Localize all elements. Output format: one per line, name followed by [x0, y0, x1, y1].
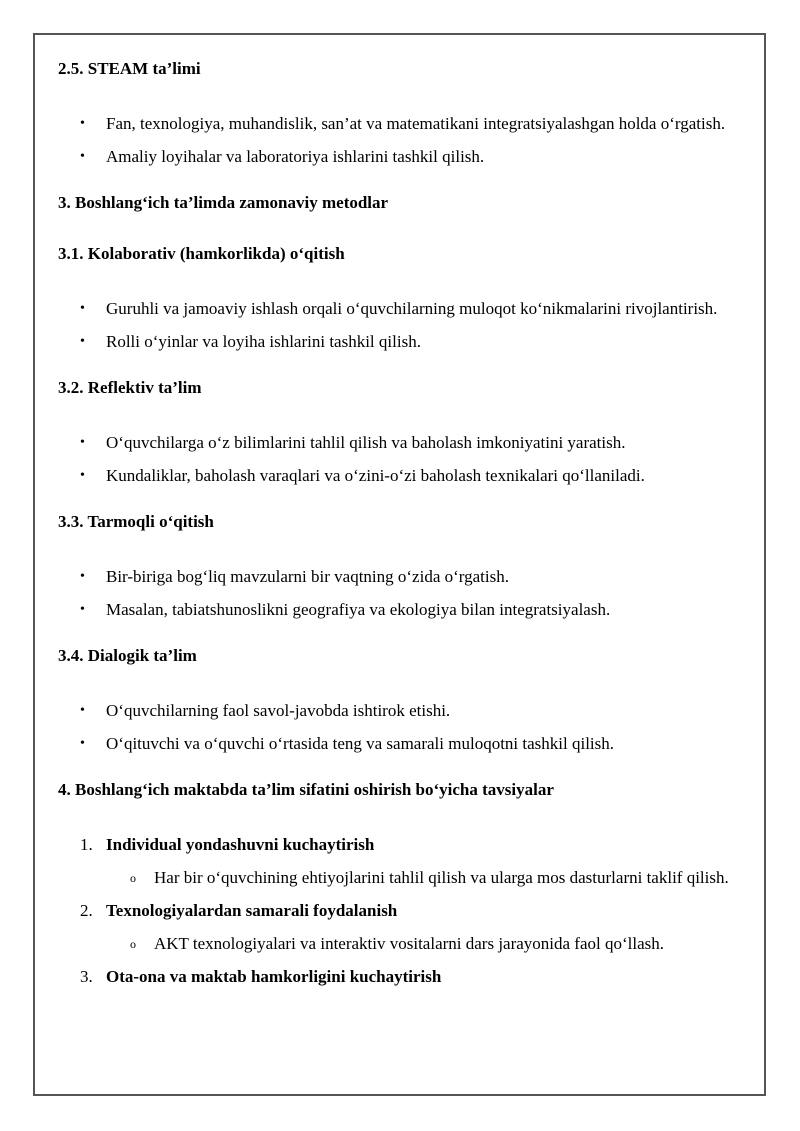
bullet-icon: •: [80, 569, 85, 584]
list-item: [58, 828, 748, 861]
list-number: 2.: [80, 901, 93, 920]
document-page: [33, 33, 766, 1096]
bullet-list-3-2: [58, 426, 748, 492]
recommendation-title: Texnologiyalardan samarali foydalanish: [106, 901, 398, 920]
recommendation-title: Ota-ona va maktab hamkorligini kuchaytirish: [106, 967, 442, 986]
sub-list-item: o Har bir o‘quvchining ehtiyojlarini tahlil qilish va ularga mos dasturlarni taklif qilish.: [58, 861, 748, 894]
circle-bullet-icon: o: [130, 937, 136, 951]
bullet-list-3-1: [58, 292, 748, 358]
bullet-list-2-5: [58, 107, 748, 173]
bullet-icon: •: [80, 703, 85, 718]
bullet-icon: •: [80, 149, 85, 164]
list-item: [58, 894, 748, 927]
section-heading-3: 3. Boshlang‘ich ta’limda zamonaviy metodlar: [58, 193, 389, 212]
list-item: • Rolli o‘yinlar va loyiha ishlarini tashkil qilish.: [58, 325, 748, 358]
section-heading-4: 4. Boshlang‘ich maktabda ta’lim sifatini oshirish bo‘yicha tavsiyalar: [58, 780, 554, 799]
sub-list: [58, 927, 748, 960]
list-item: • O‘quvchilarning faol savol-javobda ishtirok etishi.: [58, 694, 748, 727]
sub-list-item: o AKT texnologiyalari va interaktiv vositalarni dars jarayonida faol qo‘llash.: [58, 927, 748, 960]
list-item: • Masalan, tabiatshunoslikni geografiya va ekologiya bilan integratsiyalash.: [58, 593, 748, 626]
section-heading-3-4: 3.4. Dialogik ta’lim: [58, 646, 197, 665]
bullet-icon: •: [80, 116, 85, 131]
list-item: • Kundaliklar, baholash varaqlari va o‘zini-o‘zi baholash texnikalari qo‘llaniladi.: [58, 459, 748, 492]
sub-list: [58, 861, 748, 894]
list-item: • Bir-biriga bog‘liq mavzularni bir vaqtning o‘zida o‘rgatish.: [58, 560, 748, 593]
list-item: • O‘qituvchi va o‘quvchi o‘rtasida teng va samarali muloqotni tashkil qilish.: [58, 727, 748, 760]
list-item: [58, 960, 748, 993]
circle-bullet-icon: o: [130, 871, 136, 885]
recommendation-title: Individual yondashuvni kuchaytirish: [106, 835, 375, 854]
section-heading-3-3: 3.3. Tarmoqli o‘qitish: [58, 512, 214, 531]
list-item: • Fan, texnologiya, muhandislik, san’at va matematikani integratsiyalashgan holda o‘rgatish.: [58, 107, 748, 140]
list-item: • Guruhli va jamoaviy ishlash orqali o‘quvchilarning muloqot ko‘nikmalarini rivojlantirish.: [58, 292, 748, 325]
bullet-icon: •: [80, 602, 85, 617]
bullet-list-3-3: [58, 560, 748, 626]
list-item: • O‘quvchilarga o‘z bilimlarini tahlil qilish va baholash imkoniyatini yaratish.: [58, 426, 748, 459]
bullet-list-3-4: [58, 694, 748, 760]
bullet-icon: •: [80, 334, 85, 349]
bullet-icon: •: [80, 468, 85, 483]
list-number: 3.: [80, 967, 93, 986]
section-heading-3-2: 3.2. Reflektiv ta’lim: [58, 378, 202, 397]
bullet-icon: •: [80, 301, 85, 316]
list-number: 1.: [80, 835, 93, 854]
section-heading-2-5: 2.5. STEAM ta’limi: [58, 59, 201, 78]
bullet-icon: •: [80, 435, 85, 450]
recommendations-list: [58, 828, 748, 993]
list-item: • Amaliy loyihalar va laboratoriya ishlarini tashkil qilish.: [58, 140, 748, 173]
document-content: [58, 57, 748, 993]
bullet-icon: •: [80, 736, 85, 751]
section-heading-3-1: 3.1. Kolaborativ (hamkorlikda) o‘qitish: [58, 244, 345, 263]
